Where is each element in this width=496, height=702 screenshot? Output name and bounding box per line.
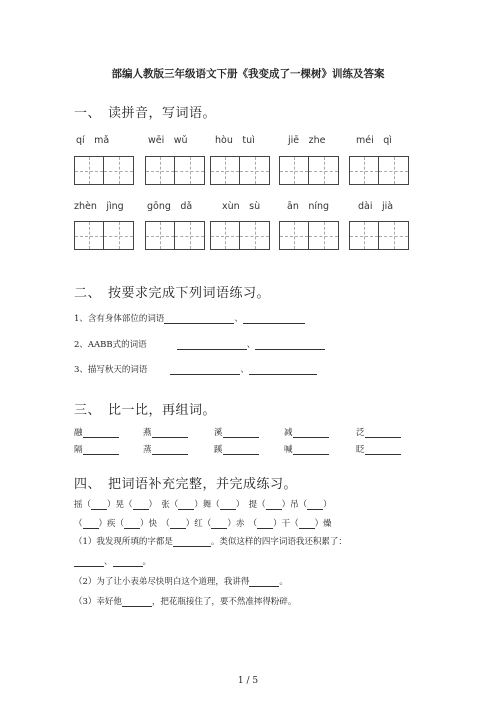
writing-grid[interactable] bbox=[349, 156, 409, 185]
char: 融 bbox=[74, 428, 83, 438]
writing-grid[interactable] bbox=[74, 156, 134, 185]
writing-grid[interactable] bbox=[279, 221, 339, 250]
char-item bbox=[284, 443, 329, 455]
section-1-heading: 一、 读拼音，写词语。 bbox=[74, 106, 217, 121]
answer-blank[interactable] bbox=[83, 428, 119, 438]
answer-blank[interactable] bbox=[249, 577, 279, 587]
question-line bbox=[74, 595, 296, 607]
answer-blank[interactable] bbox=[211, 519, 227, 529]
question-line bbox=[74, 555, 151, 567]
pinyin-5: méi qì bbox=[356, 135, 392, 146]
writing-grid[interactable] bbox=[349, 221, 409, 250]
char-item bbox=[214, 426, 259, 438]
char-item bbox=[143, 443, 188, 455]
writing-grid[interactable] bbox=[145, 221, 205, 250]
separator: 、 bbox=[240, 365, 249, 375]
question-line bbox=[74, 338, 325, 350]
question-text: （2）为了让小表弟尽快明白这个道理，我讲得 bbox=[74, 577, 250, 587]
char-item bbox=[284, 426, 329, 438]
answer-blank[interactable] bbox=[243, 314, 305, 324]
text: ）快 （ bbox=[140, 519, 170, 529]
pinyin-4: jiē zhe bbox=[288, 135, 326, 146]
char-item bbox=[74, 426, 119, 438]
char: 燕 bbox=[143, 428, 152, 438]
answer-blank[interactable] bbox=[293, 445, 329, 455]
answer-blank[interactable] bbox=[152, 445, 188, 455]
answer-blank[interactable] bbox=[220, 500, 236, 510]
answer-blank[interactable] bbox=[170, 519, 186, 529]
answer-blank[interactable] bbox=[91, 500, 107, 510]
question-text: 1、含有身体部位的词语 bbox=[74, 314, 165, 324]
text: ）赤 （ bbox=[227, 519, 258, 529]
pinyin-6: zhèn jìng bbox=[74, 201, 124, 212]
text: ）舞（ bbox=[194, 500, 220, 510]
separator: 、 bbox=[246, 340, 256, 350]
fill-line bbox=[74, 498, 332, 510]
pinyin-8: xùn sù bbox=[222, 201, 261, 212]
answer-blank[interactable] bbox=[152, 428, 188, 438]
text: ）疾（ bbox=[98, 519, 125, 529]
writing-grid[interactable] bbox=[279, 156, 339, 185]
question-text: ，把花瓶接住了，要不然准摔得粉碎。 bbox=[151, 597, 297, 607]
char: 眨 bbox=[356, 445, 365, 455]
char-item bbox=[356, 443, 401, 455]
char-item bbox=[214, 443, 259, 455]
text: ）吊（ bbox=[281, 500, 308, 510]
answer-blank[interactable] bbox=[293, 428, 329, 438]
separator: 、 bbox=[104, 557, 113, 567]
answer-blank[interactable] bbox=[266, 500, 282, 510]
question-text: （1）我发现所填的字都是 bbox=[74, 537, 173, 547]
answer-blank[interactable] bbox=[365, 428, 401, 438]
text: ） 提（ bbox=[235, 500, 266, 510]
char-item bbox=[356, 426, 401, 438]
question-text: 。 bbox=[279, 577, 288, 587]
question-line bbox=[74, 575, 288, 587]
answer-blank[interactable] bbox=[164, 314, 234, 324]
answer-blank[interactable] bbox=[307, 500, 323, 510]
question-text: 。类似这样的四字词语我还积累了： bbox=[210, 537, 347, 547]
answer-blank[interactable] bbox=[223, 428, 259, 438]
answer-blank[interactable] bbox=[173, 537, 211, 547]
writing-grid[interactable] bbox=[74, 221, 134, 250]
answer-blank[interactable] bbox=[133, 500, 149, 510]
answer-blank[interactable] bbox=[170, 365, 240, 375]
pinyin-2: wēi wǔ bbox=[148, 135, 188, 146]
page-title: 部编人教版三年级语文下册《我变成了一棵树》训练及答案 bbox=[111, 68, 385, 80]
question-line bbox=[74, 312, 305, 324]
pinyin-3: hòu tuì bbox=[215, 135, 255, 146]
answer-blank[interactable] bbox=[249, 365, 317, 375]
answer-blank[interactable] bbox=[83, 445, 119, 455]
char: 隔 bbox=[74, 445, 83, 455]
answer-blank[interactable] bbox=[74, 557, 104, 567]
char: 溪 bbox=[214, 428, 223, 438]
char: 蒸 bbox=[143, 445, 152, 455]
text: ） 张（ bbox=[148, 500, 179, 510]
answer-blank[interactable] bbox=[178, 500, 194, 510]
question-line bbox=[74, 363, 317, 375]
answer-blank[interactable] bbox=[365, 445, 401, 455]
question-text: 3、描写秋天的词语 bbox=[74, 365, 148, 375]
answer-blank[interactable] bbox=[124, 519, 140, 529]
char: 泛 bbox=[356, 428, 365, 438]
pinyin-7: gōng dǎ bbox=[147, 201, 193, 212]
text: ） bbox=[323, 500, 332, 510]
question-text: 2、AABB式的词语 bbox=[74, 340, 147, 350]
answer-blank[interactable] bbox=[255, 340, 325, 350]
char-item bbox=[74, 443, 119, 455]
text: 摇（ bbox=[74, 500, 92, 510]
text: ）晃（ bbox=[107, 500, 133, 510]
writing-grid[interactable] bbox=[210, 221, 270, 250]
writing-grid[interactable] bbox=[145, 156, 205, 185]
text: ）燥 bbox=[314, 519, 332, 529]
answer-blank[interactable] bbox=[83, 519, 99, 529]
answer-blank[interactable] bbox=[223, 445, 259, 455]
question-line bbox=[74, 535, 347, 547]
separator: 、 bbox=[234, 314, 243, 324]
answer-blank[interactable] bbox=[177, 340, 247, 350]
text: ）红（ bbox=[185, 519, 212, 529]
answer-blank[interactable] bbox=[122, 597, 152, 607]
section-4-heading: 四、 把词语补充完整，并完成练习。 bbox=[74, 477, 298, 492]
question-text: （3）幸好他 bbox=[74, 597, 122, 607]
section-3-heading: 三、 比一比，再组词。 bbox=[74, 403, 217, 418]
separator: 。 bbox=[142, 557, 152, 567]
text: ）干（ bbox=[273, 519, 299, 529]
writing-grid[interactable] bbox=[210, 156, 270, 185]
pinyin-1: qí mǎ bbox=[76, 135, 110, 146]
section-2-heading: 二、 按要求完成下列词语练习。 bbox=[74, 286, 271, 301]
answer-blank[interactable] bbox=[113, 557, 143, 567]
char-item bbox=[143, 426, 188, 438]
pinyin-9: ān níng bbox=[287, 201, 330, 212]
answer-blank[interactable] bbox=[257, 519, 273, 529]
page-number: 1 / 5 bbox=[237, 676, 259, 686]
fill-line bbox=[74, 517, 332, 529]
pinyin-10: dài jià bbox=[358, 201, 394, 212]
text: （ bbox=[74, 519, 83, 529]
char: 减 bbox=[284, 428, 293, 438]
char: 蹊 bbox=[214, 445, 223, 455]
answer-blank[interactable] bbox=[299, 519, 315, 529]
char: 喊 bbox=[284, 445, 293, 455]
